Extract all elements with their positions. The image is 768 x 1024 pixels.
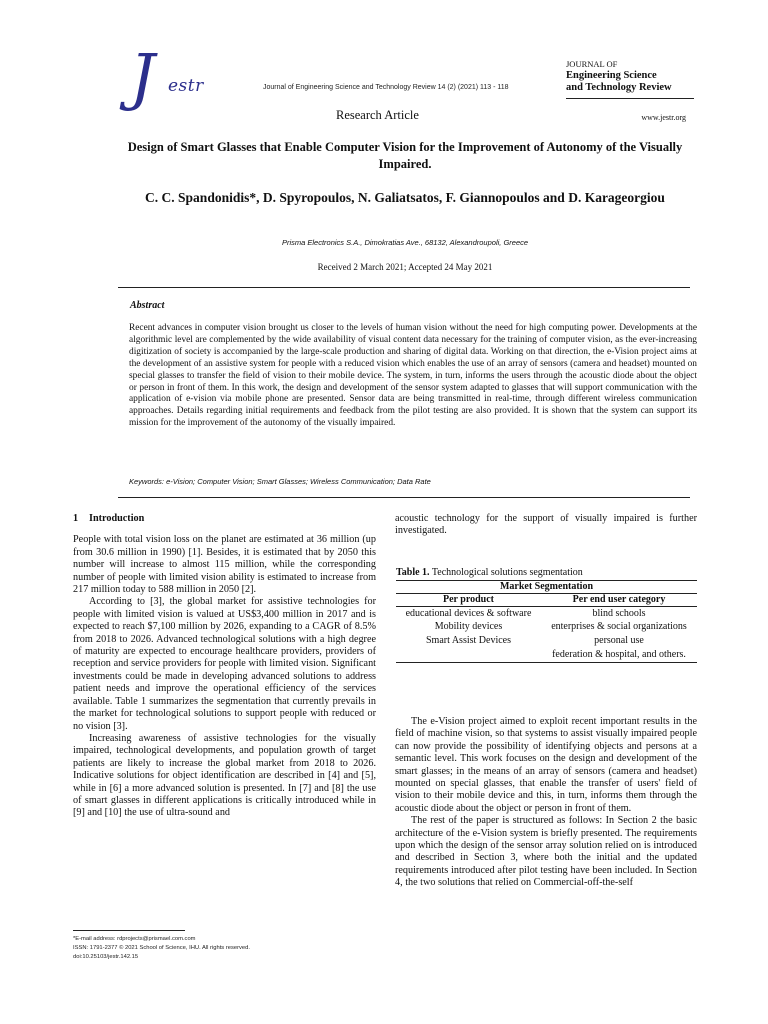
journal-citation: Journal of Engineering Science and Technology Review 14 (2) (2021) 113 - 118 [263, 84, 509, 91]
paper-title: Design of Smart Glasses that Enable Computer Vision for the Improvement of Autonomy of the Visually Impaired. [127, 140, 683, 171]
table-cell-product: Mobility devices [434, 621, 503, 633]
section-heading [73, 513, 376, 525]
journal-box-line2: Engineering Science [566, 70, 657, 81]
journal-logo [130, 40, 230, 114]
footnotes [73, 935, 250, 961]
table-row [396, 634, 697, 648]
intro-paragraph-3: Increasing awareness of assistive technologies for the visually impaired, technological developments, and population growth of target patients are likely to increase the global market from 2018 to 2026. Indicative solutions for object identification are described in [4] and [5], while in [6] a more advanced solution is presented. In [7] and [8] the use of smart glasses in different applications is critically introduced while in [9] and [10] the use of ultra-sound and [73, 732, 376, 819]
section-title: Introduction [89, 513, 145, 524]
abstract-text: Recent advances in computer vision brought us closer to the levels of human vision without the need for high computing power. Developments at the algorithmic level are complemented by the wide availability of visual content data necessary for the training of computer vision, as the ever-increasing digitization of society is accompanied by the large-scale production and sharing of digital data. Working on that direction, the e-Vision project aims at the development of an assistive system for people with a reduced vision which enables the use of an array of sensors (camera and headset) mounted on special glasses to transfer the field of vision to their mobile device. The system, in turn, informs the users through the acoustic diode about the object or person in front of them. In this work, the design and development of the sensor system adapted to glasses that will support communication with the application of e-vision via mobile phone are presented. Sensor data are being transmitted in real-time, through different wireless communication approaches. Details regarding initial requirements and feedback from the pilot testing are also provided. It is shown that the system can support its mission for the improvement of the autonomy of the visually impaired. [129, 323, 697, 429]
table-cell-product: Smart Assist Devices [426, 635, 511, 647]
table-row [396, 648, 697, 662]
intro-paragraph-2: According to [3], the global market for assistive technologies for people with limited vision is valued at US$3,400 million in 2017 and is expected to reach $7,100 million by 2026, expanding to a CAGR of 8.5% from 2018 to 2026. Advanced technological solutions with a high degree of maturity are expected to encourage healthcare providers, providers of reception and service providers for people with limited vision. Significant investments could be made in developing advanced solutions to address patient needs and improve the operational efficiency of the services available. Table 1 summarizes the segmentation that currently prevails in the market for technological solutions to support people with reduced or no vision [3]. [73, 596, 376, 732]
table-cell-user: federation & hospital, and others. [541, 648, 697, 662]
table-cell-product [396, 648, 541, 662]
intro-continuation: acoustic technology for the support of visually impaired is further investigated. [395, 513, 697, 537]
footnote-doi: doi:10.25103/jestr.142.15 [73, 953, 139, 960]
journal-box-line3: and Technology Review [566, 82, 672, 93]
journal-box-rule [566, 98, 694, 99]
abstract-divider [118, 497, 690, 498]
journal-website: www.jestr.org [641, 113, 686, 122]
table-cell-product: educational devices & software [405, 607, 532, 619]
table-cell-user: blind schools [592, 607, 646, 619]
footnote-divider [73, 930, 185, 931]
journal-box-line1: JOURNAL OF [566, 59, 618, 69]
table-caption [396, 567, 583, 578]
left-column [73, 513, 376, 820]
right-column-bottom [395, 716, 697, 890]
table-caption-text: Technological solutions segmentation [431, 567, 583, 578]
table-cell-user: personal use [594, 635, 644, 647]
logo-rest: estr [168, 76, 204, 96]
footnote-issn: ISSN: 1791-2377 © 2021 School of Science, IHU. All rights reserved. [73, 944, 250, 951]
paper-authors: C. C. Spandonidis*, D. Spyropoulos, N. Galiatsatos, F. Giannopoulos and D. Karageorgiou [145, 190, 665, 205]
table-col-header-user: Per end user category [541, 593, 697, 606]
paper-affiliation: Prisma Electronics S.A., Dimokratias Ave., 68132, Alexandroupoli, Greece [281, 238, 529, 247]
table-row [396, 620, 697, 634]
footnote-email: *E-mail address: rdprojects@prismael.com.com [73, 936, 196, 942]
journal-box [566, 59, 696, 123]
article-type: Research Article [336, 108, 419, 122]
table-col-header-product: Per product [396, 593, 541, 606]
table-cell-user: enterprises & social organizations [551, 621, 687, 633]
body-paragraph-evision: The e-Vision project aimed to exploit recent important results in the field of machine vision, so that systems to assist visually impaired people can now provide the possibility of identifying objects and persons at a semantic level. This work focuses on the design and development of the smart glasses; in the means of an array of sensors (camera and headset) mounted on special glasses, that enable the transfer of users' field of vision to their mobile device and this, in turn, informs them through the acoustic diode about the object or person in front of them. [395, 716, 697, 814]
table-label: Table 1. [396, 567, 430, 578]
table-row [396, 606, 697, 620]
segmentation-table [396, 580, 697, 663]
section-number: 1 [73, 513, 79, 524]
keywords: Keywords: e-Vision; Computer Vision; Smart Glasses; Wireless Communication; Data Rate [129, 477, 431, 486]
right-column-top [395, 513, 697, 538]
header-divider [118, 287, 690, 288]
body-paragraph-structure: The rest of the paper is structured as follows: In Section 2 the basic architecture of the e-Vision system is briefly presented. The requirements upon which the design of the sensor array solution relied on is introduced and described in Section 3, where both the initial and the updated requirements introduced after pilot testing have been included. In Section 4, the two solutions that relied on Commercial-off-the-self [395, 815, 697, 889]
abstract-heading: Abstract [130, 300, 165, 311]
table-group-header: Market Segmentation [396, 581, 697, 594]
paper-received-date: Received 2 March 2021; Accepted 24 May 2021 [317, 262, 493, 272]
intro-paragraph-1: People with total vision loss on the planet are estimated at 36 million (up from 30.6 million in 1990) [1]. Besides, it is estimated that by 2050 this number will increase to almost 115 million, while the corresponding number of people with limited vision ability is estimated to increase from 217 million today to 588 million in 2050 [2]. [73, 534, 376, 596]
logo-initial: J [130, 40, 155, 113]
